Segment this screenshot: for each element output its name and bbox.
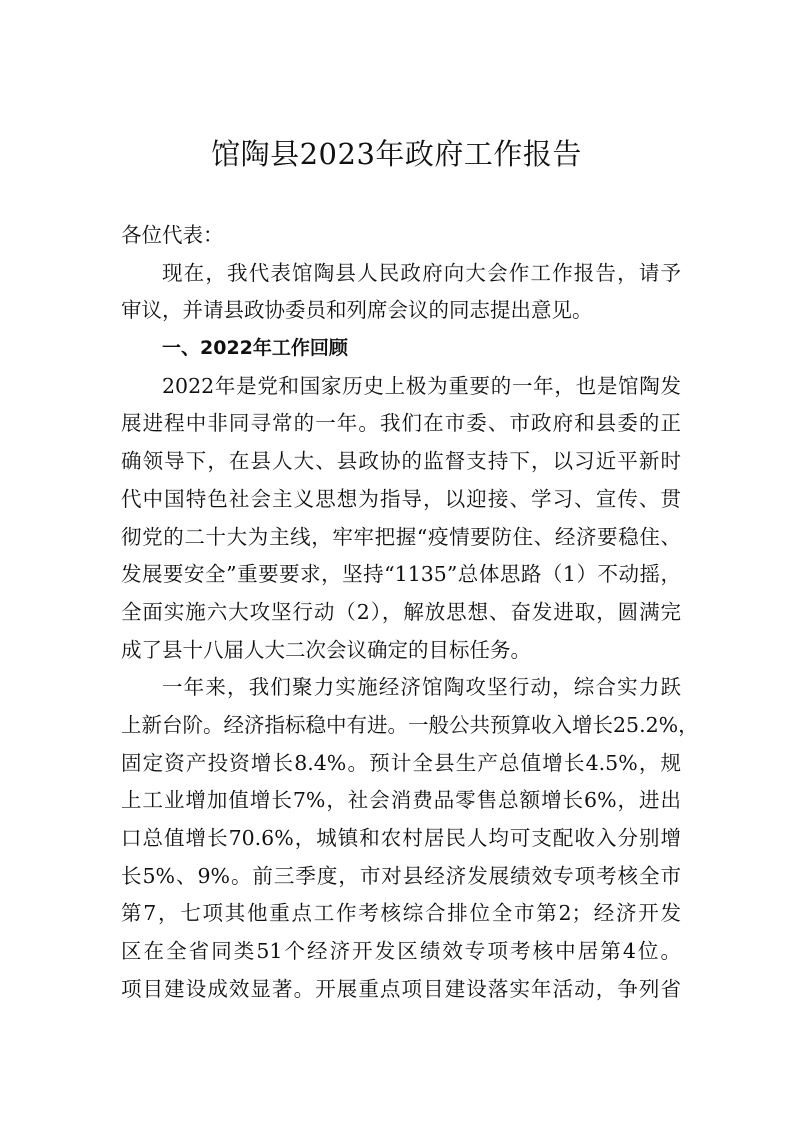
- document-title: 馆陶县2023年政府工作报告: [211, 137, 582, 171]
- paragraph-line: 第7，七项其他重点工作考核综合排位全市第2；经济开发: [121, 901, 681, 926]
- paragraph-line: 长5%、9%。前三季度，市对县经济发展绩效专项考核全市: [121, 863, 681, 888]
- paragraph-line: 发展要安全”重要要求，坚持“1135”总体思路（1）不动摇，: [121, 562, 681, 587]
- paragraph-line: 确领导下，在县人大、县政协的监督支持下，以习近平新时: [121, 449, 681, 474]
- paragraph-line: 一年来，我们聚力实施经济馆陶攻坚行动，综合实力跃: [162, 675, 681, 700]
- paragraph-line: 上工业增加值增长7%，社会消费品零售总额增长6%，进出: [121, 788, 681, 813]
- paragraph-line: 上新台阶。经济指标稳中有进。一般公共预算收入增长25.2%，: [121, 712, 699, 737]
- paragraph-line: 现在，我代表馆陶县人民政府向大会作工作报告，请予: [162, 260, 681, 285]
- paragraph-line: 代中国特色社会主义思想为指导，以迎接、学习、宣传、贯: [121, 486, 681, 511]
- paragraph-line: 项目建设成效显著。开展重点项目建设落实年活动，争列省: [121, 976, 681, 1001]
- paragraph-line: 区在全省同类51个经济开发区绩效专项考核中居第4位。: [121, 939, 681, 964]
- paragraph-line: 固定资产投资增长8.4%。预计全县生产总值增长4.5%，规: [121, 750, 681, 775]
- salutation: 各位代表：: [121, 223, 224, 247]
- section-heading: 一、2022年工作回顾: [162, 337, 348, 360]
- paragraph-line: 展进程中非同寻常的一年。我们在市委、市政府和县委的正: [121, 411, 681, 436]
- paragraph-line: 审议，并请县政协委员和列席会议的同志提出意见。: [121, 298, 593, 323]
- paragraph-line: 彻党的二十大为主线，牢牢把握“疫情要防住、经济要稳住、: [121, 524, 681, 549]
- document-body: [121, 217, 699, 1008]
- paragraph-line: 全面实施六大攻坚行动（2），解放思想、奋发进取，圆满完: [121, 599, 681, 624]
- paragraph-line: 成了县十八届人大二次会议确定的目标任务。: [121, 637, 531, 662]
- paragraph-line: 2022年是党和国家历史上极为重要的一年，也是馆陶发: [162, 373, 681, 398]
- paragraph-line: 口总值增长70.6%，城镇和农村居民人均可支配收入分别增: [121, 826, 681, 850]
